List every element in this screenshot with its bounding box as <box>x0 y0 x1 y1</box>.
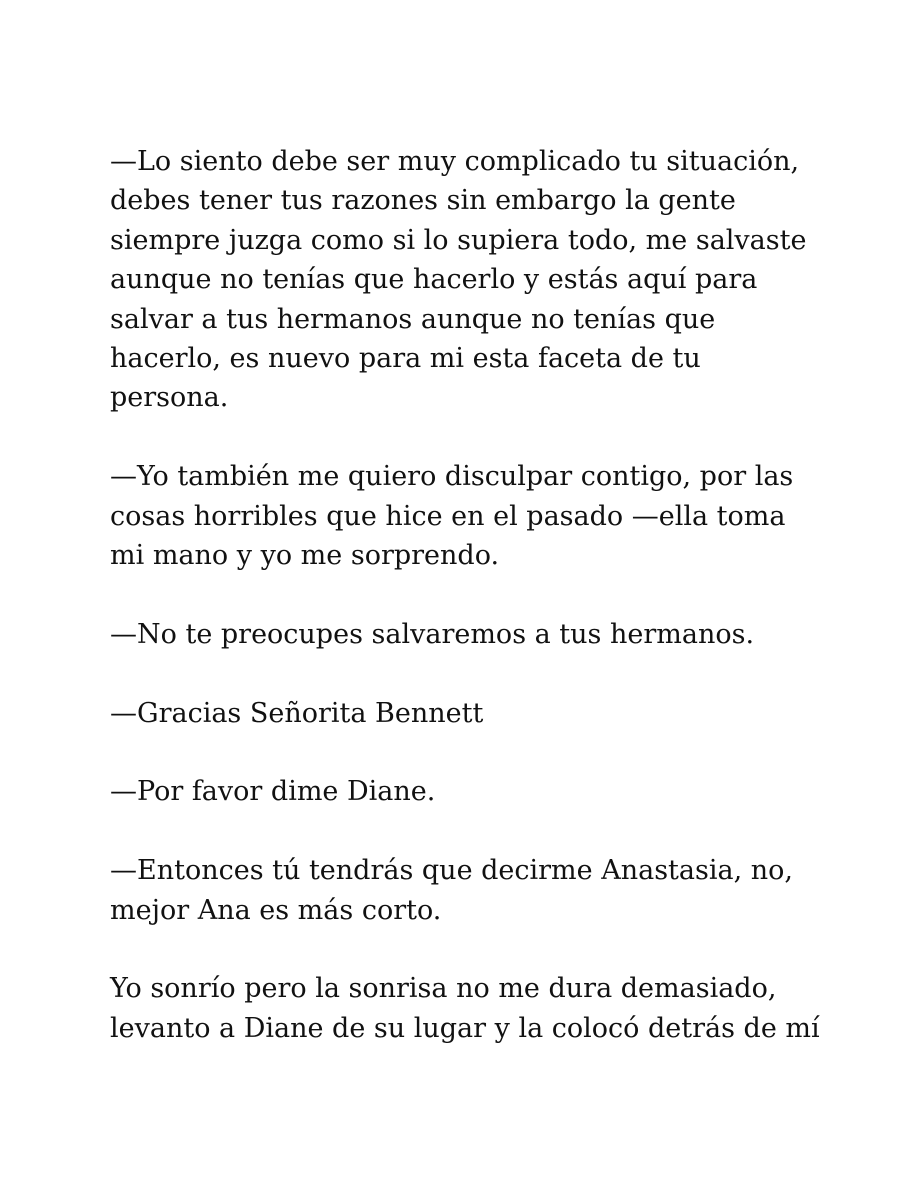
text-line: siempre juzga como si lo supiera todo, me salvaste <box>110 224 807 256</box>
paragraph <box>110 142 810 418</box>
text-line: hacerlo, es nuevo para mi esta faceta de tu <box>110 343 701 375</box>
text-line: mi mano y yo me sorprendo. <box>110 540 500 572</box>
text-line: cosas horribles que hice en el pasado —ella toma <box>110 500 786 532</box>
text-line: —Entonces tú tendrás que decirme Anastasia, no, <box>110 855 793 887</box>
text-line: —Por favor dime Diane. <box>110 776 436 808</box>
text-line: —Yo también me quiero disculpar contigo, por las <box>110 461 794 493</box>
text-line: —Gracias Señorita Bennett <box>110 697 484 729</box>
paragraph <box>110 694 810 733</box>
text-line: persona. <box>110 382 229 414</box>
text-line: debes tener tus razones sin embargo la gente <box>110 185 736 217</box>
text-line: mejor Ana es más corto. <box>110 894 442 926</box>
paragraph <box>110 772 810 811</box>
paragraph <box>110 457 810 575</box>
text-line: aunque no tenías que hacerlo y estás aquí para <box>110 264 758 296</box>
text-line: —No te preocupes salvaremos a tus hermanos. <box>110 618 755 650</box>
paragraph <box>110 969 820 1048</box>
paragraph <box>110 851 810 930</box>
text-line: salvar a tus hermanos aunque no tenías que <box>110 303 716 335</box>
paragraph <box>110 615 810 654</box>
text-line: Yo sonrío pero la sonrisa no me dura demasiado, <box>110 973 777 1005</box>
text-line: levanto a Diane de su lugar y la colocó detrás de mí <box>110 1012 820 1044</box>
document-page <box>110 142 820 1088</box>
text-line: —Lo siento debe ser muy complicado tu situación, <box>110 146 800 177</box>
